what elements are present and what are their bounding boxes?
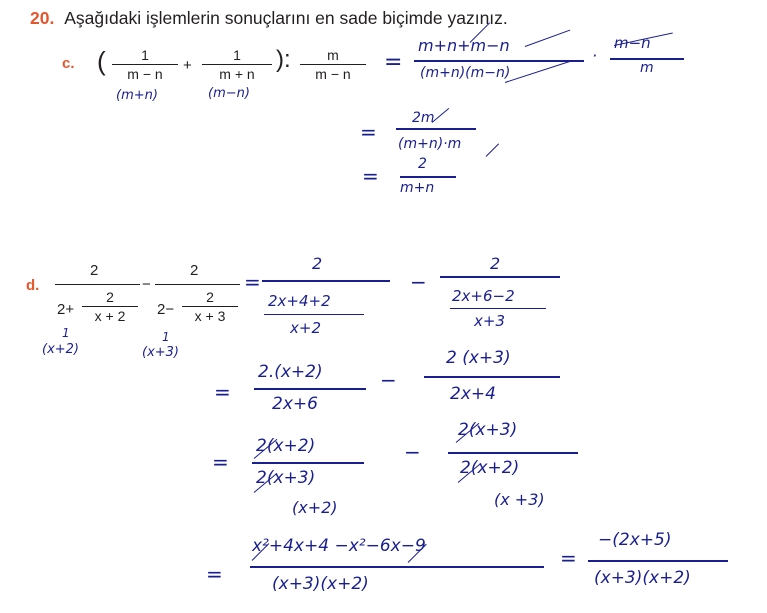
d-s3-b-multiplier: (x +3) <box>494 490 545 509</box>
d-f2-inner-fraction <box>182 289 238 324</box>
c-fraction-3 <box>300 47 366 82</box>
d-s2-a-numerator: 2.(x+2) <box>258 362 323 382</box>
d-f2-bar <box>155 284 240 285</box>
c-step1-numerator: m+n+m−n <box>418 36 510 55</box>
c-step2-bar <box>396 128 476 130</box>
c-step3-denominator: m+n <box>400 180 435 196</box>
d-s1-a-numerator: 2 <box>312 254 323 273</box>
c-handwritten-multiplier-2: (m−n) <box>208 86 250 101</box>
c-frac2-denominator: m + n <box>219 66 255 82</box>
c-frac3-numerator: m <box>300 47 366 65</box>
c-plus: + <box>183 57 192 74</box>
d-s4-result-bar <box>588 560 728 562</box>
d-f1-inner-fraction <box>82 289 138 324</box>
c-step2-denominator: (m+n)·m <box>398 136 462 152</box>
c-step1-dot: · <box>592 46 598 65</box>
c-step1-bar <box>414 60 584 62</box>
d-s2-a-denominator: 2x+6 <box>272 394 318 414</box>
d-s1-equals: = <box>244 270 261 294</box>
d-f1-numerator: 2 <box>90 262 99 279</box>
d-s2-b-numerator: 2 (x+3) <box>446 348 511 368</box>
d-s2-b-denominator: 2x+4 <box>450 384 496 404</box>
d-s3-b-denominator: 2(x+2) <box>460 458 520 478</box>
d-handwritten-multiplier-2: (x+3) <box>142 345 180 360</box>
d-s2-minus: − <box>380 368 397 392</box>
d-handwritten-one-2: 1 <box>162 330 170 344</box>
d-f1-bar <box>55 284 140 285</box>
d-s4-numerator: x²+4x+4 −x²−6x−9 <box>252 536 426 556</box>
d-s3-minus: − <box>404 440 421 464</box>
d-s2-a-bar <box>254 388 366 390</box>
d-f2-den-lead: 2− <box>157 301 175 318</box>
question-header <box>30 8 508 29</box>
question-number: 20. <box>30 8 55 28</box>
d-s1-a-bar <box>262 280 390 282</box>
d-s3-a-numerator: 2(x+2) <box>256 436 316 456</box>
d-s1-b-den-numerator: 2x+6−2 <box>452 287 515 305</box>
d-s2-b-bar <box>424 376 560 378</box>
d-s1-minus: − <box>410 270 427 294</box>
d-f1-inner-denominator: x + 2 <box>94 308 126 324</box>
c-step1-equals: = <box>384 50 403 75</box>
d-s3-b-numerator: 2(x+3) <box>458 420 518 440</box>
d-s4-result-denominator: (x+3)(x+2) <box>594 568 691 588</box>
d-s1-a-den-denominator: x+2 <box>290 319 321 337</box>
d-handwritten-one-1: 1 <box>62 326 70 340</box>
c-fraction-1 <box>112 47 178 82</box>
d-s1-b-bar <box>440 276 560 278</box>
c-handwritten-multiplier-1: (m+n) <box>116 88 158 103</box>
d-s1-b-numerator: 2 <box>490 254 501 273</box>
d-s1-b-den-denominator: x+3 <box>474 312 505 330</box>
d-f2-inner-denominator: x + 3 <box>194 308 226 324</box>
d-s3-a-bar <box>252 462 364 464</box>
d-s4-equals: = <box>206 562 223 586</box>
c-step1-frac-denominator: m <box>640 60 654 76</box>
d-minus: − <box>142 276 151 293</box>
d-f1-den-lead: 2+ <box>57 301 75 318</box>
c-step3-equals: = <box>362 164 379 188</box>
c-cancel-m-n-bottom <box>505 60 572 83</box>
d-s4-bar <box>250 566 544 568</box>
d-f2-inner-numerator: 2 <box>182 289 238 307</box>
part-d-label: d. <box>26 277 40 294</box>
d-s1-a-den-bar <box>264 314 364 315</box>
d-s3-b-bar <box>448 452 578 454</box>
c-step2-numerator: 2m <box>412 110 435 126</box>
c-frac2-numerator: 1 <box>202 47 272 65</box>
d-s4-denominator: (x+3)(x+2) <box>272 574 369 594</box>
d-s4-equals-2: = <box>560 546 577 570</box>
c-step1-frac-numerator: m−n <box>614 34 651 52</box>
d-s4-result-numerator: −(2x+5) <box>598 530 672 550</box>
c-step1-denominator: (m+n)(m−n) <box>420 65 511 81</box>
d-s1-a-den-numerator: 2x+4+2 <box>268 292 331 310</box>
d-s2-equals: = <box>214 380 231 404</box>
open-paren: ( <box>97 46 106 76</box>
c-fraction-2 <box>202 47 272 82</box>
d-f1-inner-numerator: 2 <box>82 289 138 307</box>
c-frac1-numerator: 1 <box>112 47 178 65</box>
question-text: Aşağıdaki işlemlerin sonuçlarını en sade biçimde yazınız. <box>64 8 508 28</box>
d-s3-equals: = <box>212 450 229 474</box>
close-paren-colon: ): <box>276 46 291 73</box>
c-frac3-denominator: m − n <box>315 66 351 82</box>
part-c-label: c. <box>62 55 75 72</box>
d-f2-numerator: 2 <box>190 262 199 279</box>
c-step3-numerator: 2 <box>418 156 427 172</box>
d-s1-b-den-bar <box>450 308 546 309</box>
c-cancel-m-bottom <box>486 143 499 156</box>
c-step3-bar <box>400 176 456 178</box>
d-s3-a-multiplier: (x+2) <box>292 498 338 517</box>
d-handwritten-multiplier-1: (x+2) <box>42 342 80 357</box>
c-cancel-m-n-top <box>525 30 570 47</box>
c-step2-equals: = <box>360 120 377 144</box>
d-s3-a-denominator: 2(x+3) <box>256 468 316 488</box>
c-frac1-denominator: m − n <box>127 66 163 82</box>
